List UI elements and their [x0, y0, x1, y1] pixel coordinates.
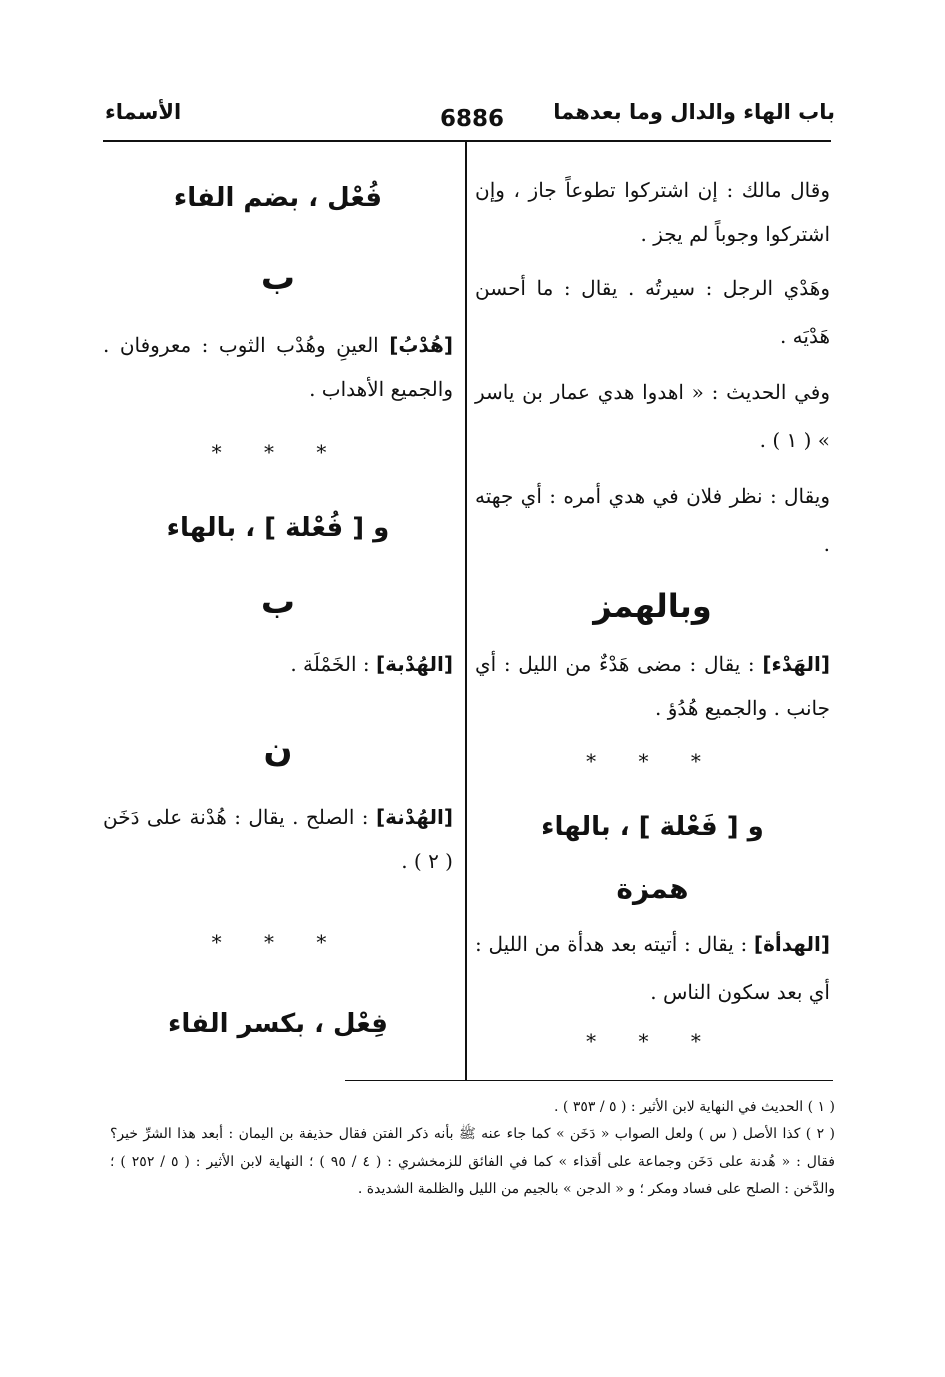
lemma: [الهَدْء] [762, 651, 830, 676]
paragraph: ويقال : نظر فلان في هدي أمره : أي جهته . [475, 484, 830, 556]
footnote-2: ( ٢ ) كذا الأصل ( س ) ولعل الصواب « دَخَن » كما جاء عنه ﷺ بأنه ذكر الفتن فقال حذيفة بن اليمان : أبعد هذا الشرِّ خير؟ فقال : « هُدنة على دَخَن وجماعة على أقذاء » كما في الفائق للزمخشري : ( ٤ / ٩٥ ) ؛ النهاية لابن الأثير : ( ٥ / ٢٥٢ ) ؛ والدَّخن : الصلح على فساد ومكر ؛ و « الدجن » بالجيم من الليل والظلمة الشديدة . [110, 1126, 835, 1197]
chapter-title: باب الهاء والدال وما بعدهما [553, 100, 835, 124]
entry-text: العينِ وهُدْب الثوب : معروفان . والجميع الأهداب . [103, 332, 453, 401]
entry-text: : الصلح . يقال : هُدْنة على دَخَن ( ٢ ) . [103, 804, 453, 873]
header-rule [103, 140, 831, 142]
footnote-rule [345, 1080, 833, 1081]
footnote-1: ( ١ ) الحديث في النهاية لابن الأثير : ( ٥ / ٣٥٣ ) . [554, 1099, 835, 1115]
paragraph: وهَدْي الرجل : سيرتُه . يقال : ما أحسن هَدْيَه . [475, 276, 830, 348]
section-heading: وبالهمز [593, 587, 712, 625]
separator-stars: * * * [211, 439, 345, 464]
lemma: [الهدأة] [753, 932, 830, 957]
section-title: الأسماء [105, 100, 182, 124]
letter-heading: ب [260, 582, 296, 623]
lemma: [الهُدْنة] [375, 804, 453, 829]
entry-paragraph [475, 642, 830, 730]
separator-stars: * * * [586, 1029, 719, 1054]
footnotes [110, 1094, 835, 1203]
entry-text: : الخَمْلَة . [290, 651, 370, 676]
page-number: 6886 [440, 106, 505, 132]
section-heading: فُعْل ، بضم الفاء [173, 183, 383, 213]
section-heading: و [ فَعْلة ] ، بالهاء [541, 811, 764, 842]
entry-paragraph [103, 795, 453, 883]
letter-heading: ن [263, 729, 293, 770]
lemma: [الهُدْبة] [375, 651, 453, 676]
entry-paragraph [103, 323, 453, 411]
column-divider [465, 142, 467, 1080]
letter-heading: ب [260, 258, 296, 299]
left-column [103, 178, 453, 1044]
paragraph: وقال مالك : إن اشتركوا تطوعاً جاز ، وإن اشتركوا وجوباً لم يجز . [475, 178, 830, 246]
section-heading: و [ فُعْلة ] ، بالهاء [166, 512, 390, 543]
lemma: [هُدْبُ] [389, 332, 454, 357]
section-heading: فِعْل ، بكسر الفاء [168, 1008, 388, 1039]
entry-paragraph [475, 920, 830, 1016]
paragraph: وفي الحديث : « اهدوا هدي عمار بن ياسر » ( ١ ) . [475, 380, 830, 452]
right-column [475, 168, 830, 1057]
entry-text: : يقال : مضى هَدْءٌ من الليل : أي جانب . والجميع هُدُؤ . [475, 651, 830, 720]
sub-heading: همزة [616, 871, 689, 905]
separator-stars: * * * [211, 929, 345, 954]
entry-paragraph [103, 649, 453, 680]
entry-text: : يقال : أتيته بعد هدأة من الليل : أي بعد سكون الناس . [475, 932, 830, 1005]
separator-stars: * * * [586, 748, 719, 773]
